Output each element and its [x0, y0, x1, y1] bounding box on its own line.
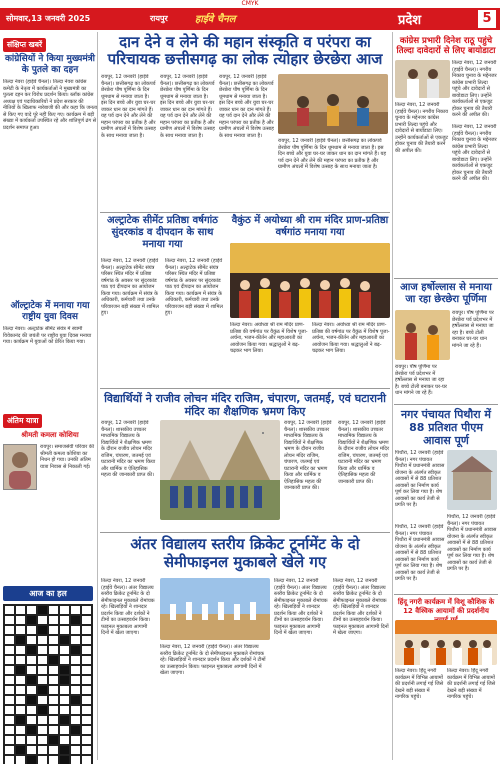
crossword-cell: [26, 685, 37, 695]
right-story3-photo: [447, 450, 497, 510]
story4-body-cont2: रायपुर, 12 जनवरी (हाईवे चैनल)। शासकीय उच्चतर माध्यमिक विद्यालय के विद्यार्थियों ने शैक्षणिक भ्रमण के दौरान राजीव लोचन मंदिर राजिम, चंपारण, जतमई एवं घटारानी मंदिर का भ्रमण किया और धार्मिक व ऐतिहासिक महत्व की जानकारी प्राप्त की।: [338, 420, 390, 485]
crossword-cell: [70, 645, 81, 655]
right-story3-title: नगर पंचायत पिथौरा में 88 प्रतिशत पीएम आवास पूर्ण: [401, 408, 491, 447]
crossword-cell: [70, 735, 81, 745]
section-rule: [100, 532, 390, 533]
crossword-cell: [48, 695, 59, 705]
crossword-grid-icon: [3, 604, 93, 764]
story3-title: वैकुंठ में अयोध्या श्री राम मंदिर प्राण-प्रतिष्ठा वर्षगांठ मनाया गया: [231, 215, 389, 238]
crossword-cell: [81, 665, 92, 675]
right-story1-body-cont2: तिल्दा नेवरा, 12 जनवरी (हाईवे चैनल)। नगरीय निकाय चुनाव के मद्देनजर कांग्रेस प्रभारी तिल्दा पहुंचे और दावेदारों से बायोडाटा लिए। उन्होंने कार्यकर्ताओं से एकजुट होकर चुनाव की तैयारी करने की अपील की।: [452, 124, 497, 182]
crossword-cell: [70, 655, 81, 665]
crossword-cell: [4, 755, 15, 764]
story4-title: विद्यार्थियों ने राजीव लोचन मंदिर राजिम, चंपारण, जतमई, एवं घटारानी मंदिर का शैक्षणिक भ्रमण किए: [104, 392, 386, 418]
crossword-cell: [48, 755, 59, 764]
column-divider: [97, 32, 98, 760]
crossword-cell: [59, 605, 70, 615]
crossword-cell: [26, 755, 37, 764]
crossword-cell: [15, 685, 26, 695]
crossword-cell: [48, 615, 59, 625]
crossword-cell: [59, 625, 70, 635]
lead-story-body: रायपुर, 12 जनवरी (हाईवे चैनल)। छत्तीसगढ़ का लोकपर्व छेरछेरा पौष पूर्णिमा के दिन धूमधाम से मनाया जाता है। इस दिन बच्चे और युवा घर-घर जाकर धान का दान मांगते हैं। यह पर्व दान देने और लेने की महान परंपरा का प्रतीक है और ग्रामीण अंचलों में विशेष उत्साह के साथ मनाया जाता है।: [101, 74, 156, 139]
crossword-cell: [4, 735, 15, 745]
crossword-cell: [70, 625, 81, 635]
story3-body: तिल्दा नेवरा। अयोध्या श्री राम मंदिर प्राण-प्रतिष्ठा की वर्षगांठ पर वैकुंठ में विशेष पूजा-अर्चना, भजन-कीर्तन और महाआरती का आयोजन किया गया। श्रद्धालुओं ने बढ़-चढ़कर भाग लिया।: [230, 322, 308, 354]
crossword-cell: [15, 665, 26, 675]
crossword-cell: [48, 665, 59, 675]
crossword-cell: [81, 745, 92, 755]
story2-title: अल्ट्राटेक सीमेंट प्रतिष्ठा वर्षगांठ सुंदरकांड व दीपदान के साथ मनाया गया: [107, 215, 218, 250]
crossword-cell: [15, 625, 26, 635]
memorial-name: श्रीमती कमला कोशिया: [21, 431, 79, 439]
lead-story-body-cont: रायपुर, 12 जनवरी (हाईवे चैनल)। छत्तीसगढ़ का लोकपर्व छेरछेरा पौष पूर्णिमा के दिन धूमधाम से मनाया जाता है। इस दिन बच्चे और युवा घर-घर जाकर धान का दान मांगते हैं। यह पर्व दान देने और लेने की महान परंपरा का प्रतीक है और ग्रामीण अंचलों में विशेष उत्साह के साथ मनाया जाता है।: [160, 74, 215, 139]
lead-story-body-cont2: रायपुर, 12 जनवरी (हाईवे चैनल)। छत्तीसगढ़ का लोकपर्व छेरछेरा पौष पूर्णिमा के दिन धूमधाम से मनाया जाता है। इस दिन बच्चे और युवा घर-घर जाकर धान का दान मांगते हैं। यह पर्व दान देने और लेने की महान परंपरा का प्रतीक है और ग्रामीण अंचलों में विशेष उत्साह के साथ मनाया जाता है।: [219, 74, 274, 139]
crossword-cell: [81, 605, 92, 615]
crossword-cell: [37, 705, 48, 715]
crossword-cell: [4, 675, 15, 685]
right-story4-body: तिल्दा नेवरा। हिंदू नगरी कार्यक्रम में विभिन्न आयामों की प्रदर्शनी लगाई गई जिसे देखने बड़ी संख्या में नागरिक पहुंचे।: [395, 668, 444, 700]
spacer: [262, 432, 264, 434]
brief1-body: तिल्दा नेवरा (हाईवे चैनल)। तिल्दा नेवरा कांग्रेस कमेटी के नेतृत्व में कार्यकर्ताओं ने मुख्यमंत्री का पुतला दहन कर विरोध प्रदर्शन किया। ब्लॉक कांग्रेस अध्यक्ष एवं पदाधिकारियों ने प्रदेश सरकार की नीतियों के खिलाफ नारेबाजी की और कहा कि जनता से किए गए वादे पूरे नहीं किए गए। कार्यक्रम में बड़ी संख्या में कार्यकर्ता उपस्थित रहे और शांतिपूर्ण ढंग से प्रदर्शन समाप्त हुआ।: [3, 79, 97, 131]
crossword-cell: [81, 685, 92, 695]
crossword-cell: [15, 615, 26, 625]
crossword-cell: [59, 755, 70, 764]
crossword-cell: [59, 725, 70, 735]
crossword-cell: [37, 655, 48, 665]
lead-story-body-cont3: रायपुर, 12 जनवरी (हाईवे चैनल)। छत्तीसगढ़ का लोकपर्व छेरछेरा पौष पूर्णिमा के दिन धूमधाम से मनाया जाता है। इस दिन बच्चे और युवा घर-घर जाकर धान का दान मांगते हैं। यह पर्व दान देने और लेने की महान परंपरा का प्रतीक है और ग्रामीण अंचलों में विशेष उत्साह के साथ मनाया जाता है।: [278, 138, 387, 170]
crossword-cell: [37, 735, 48, 745]
puzzle-label: आज का हल: [3, 586, 93, 601]
print-marks: CMYK: [241, 0, 259, 7]
story5-body-cont3: तिल्दा नेवरा, 12 जनवरी (हाईवे चैनल)। अंतर विद्यालय स्तरीय क्रिकेट टूर्नामेंट के दो सेमीफाइनल मुकाबले रोमांचक रहे। खिलाड़ियों ने शानदार प्रदर्शन किया और दर्शकों ने टीमों का उत्साहवर्धन किया। फाइनल मुकाबला आगामी दिनों में खेला जाएगा।: [333, 578, 389, 636]
crossword-cell: [81, 625, 92, 635]
crossword-cell: [4, 715, 15, 725]
right-story3-body-cont: पिथौरा, 12 जनवरी (हाईवे चैनल)। नगर पंचायत पिथौरा में प्रधानमंत्री आवास योजना के अंतर्गत स्वीकृत आवासों में से 88 प्रतिशत आवासों का निर्माण कार्य पूर्ण कर लिया गया है। शेष आवासों का कार्य तेजी से प्रगति पर है।: [395, 524, 445, 582]
crossword-cell: [26, 705, 37, 715]
crossword-cell: [15, 675, 26, 685]
right-story3-body-cont2: पिथौरा, 12 जनवरी (हाईवे चैनल)। नगर पंचायत पिथौरा में प्रधानमंत्री आवास योजना के अंतर्गत स्वीकृत आवासों में से 88 प्रतिशत आवासों का निर्माण कार्य पूर्ण कर लिया गया है। शेष आवासों का कार्य तेजी से प्रगति पर है।: [447, 514, 497, 572]
crossword-cell: [48, 635, 59, 645]
crossword-cell: [15, 645, 26, 655]
crossword-cell: [48, 715, 59, 725]
right-story2-body-cont: रायपुर। पौष पूर्णिमा पर छेरछेरा पर्व प्रदेशभर में हर्षोल्लास से मनाया जा रहा है। बच्चे टोली बनाकर घर-घर धान मांगने जा रहे हैं।: [395, 364, 447, 396]
crossword-cell: [48, 605, 59, 615]
crossword-cell: [4, 745, 15, 755]
section-rule: [394, 404, 498, 405]
crossword-cell: [48, 625, 59, 635]
crossword-cell: [81, 735, 92, 745]
right-story1-body: तिल्दा नेवरा, 12 जनवरी (हाईवे चैनल)। नगरीय निकाय चुनाव के मद्देनजर कांग्रेस प्रभारी तिल्दा पहुंचे और दावेदारों से बायोडाटा लिए। उन्होंने कार्यकर्ताओं से एकजुट होकर चुनाव की तैयारी करने की अपील की।: [452, 60, 497, 118]
brief1-title: कांग्रेसियों ने किया मुख्यमंत्री के पुतले का दहन: [4, 54, 96, 75]
crossword-cell: [48, 745, 59, 755]
crossword-cell: [15, 635, 26, 645]
crossword-cell: [59, 665, 70, 675]
crossword-cell: [48, 705, 59, 715]
crossword-cell: [15, 755, 26, 764]
crossword-cell: [4, 685, 15, 695]
brief2-body: तिल्दा नेवरा। अल्ट्राटेक सीमेंट संयंत्र में स्वामी विवेकानंद की जयंती पर राष्ट्रीय युवा दिवस मनाया गया। कार्यक्रम में युवाओं को प्रेरित किया गया।: [3, 326, 92, 345]
crossword-cell: [4, 695, 15, 705]
crossword-cell: [59, 675, 70, 685]
crossword-cell: [48, 735, 59, 745]
crossword-cell: [4, 635, 15, 645]
crossword-cell: [37, 675, 48, 685]
crossword-cell: [26, 715, 37, 725]
section-rule: [100, 388, 390, 389]
section-rule: [394, 278, 498, 279]
crossword-cell: [48, 675, 59, 685]
crossword-cell: [81, 715, 92, 725]
story3-body-cont: तिल्दा नेवरा। अयोध्या श्री राम मंदिर प्राण-प्रतिष्ठा की वर्षगांठ पर वैकुंठ में विशेष पूजा-अर्चना, भजन-कीर्तन और महाआरती का आयोजन किया गया। श्रद्धालुओं ने बढ़-चढ़कर भाग लिया।: [312, 322, 390, 354]
crossword-cell: [70, 635, 81, 645]
crossword-cell: [70, 695, 81, 705]
crossword-cell: [15, 745, 26, 755]
crossword-cell: [81, 615, 92, 625]
right-story3-body: पिथौरा, 12 जनवरी (हाईवे चैनल)। नगर पंचायत पिथौरा में प्रधानमंत्री आवास योजना के अंतर्गत स्वीकृत आवासों में से 88 प्रतिशत आवासों का निर्माण कार्य पूर्ण कर लिया गया है। शेष आवासों का कार्य तेजी से प्रगति पर है।: [395, 450, 445, 508]
story4-body: रायपुर, 12 जनवरी (हाईवे चैनल)। शासकीय उच्चतर माध्यमिक विद्यालय के विद्यार्थियों ने शैक्षणिक भ्रमण के दौरान राजीव लोचन मंदिर राजिम, चंपारण, जतमई एवं घटारानी मंदिर का भ्रमण किया और धार्मिक व ऐतिहासिक महत्व की जानकारी प्राप्त की।: [101, 420, 156, 478]
crossword-cell: [15, 655, 26, 665]
crossword-cell: [4, 605, 15, 615]
crossword-cell: [4, 625, 15, 635]
section-rule: [100, 212, 390, 213]
crossword-cell: [48, 725, 59, 735]
right-story2-body: रायपुर। पौष पूर्णिमा पर छेरछेरा पर्व प्रदेशभर में हर्षोल्लास से मनाया जा रहा है। बच्चे टोली बनाकर घर-घर धान मांगने जा रहे हैं।: [452, 310, 494, 349]
brief-news-label: संक्षिप्त खबरें: [3, 38, 46, 52]
crossword-cell: [59, 745, 70, 755]
crossword-cell: [26, 665, 37, 675]
crossword-cell: [70, 755, 81, 764]
crossword-cell: [70, 745, 81, 755]
crossword-cell: [70, 615, 81, 625]
issue-date: सोमवार,13 जनवरी 2025: [6, 14, 91, 23]
crossword-cell: [70, 675, 81, 685]
right-story2-title: आज हर्षोल्लास से मनाया जा रहा छेरछेरा पूर्णिमा: [400, 282, 492, 305]
crossword-cell: [26, 745, 37, 755]
crossword-cell: [81, 695, 92, 705]
crossword-cell: [15, 725, 26, 735]
edition-city: रायपुर: [150, 14, 168, 23]
crossword-cell: [81, 675, 92, 685]
right-story4-photo: [395, 620, 497, 665]
crossword-cell: [37, 695, 48, 705]
story5-body-cont2: तिल्दा नेवरा, 12 जनवरी (हाईवे चैनल)। अंतर विद्यालय स्तरीय क्रिकेट टूर्नामेंट के दो सेमीफाइनल मुकाबले रोमांचक रहे। खिलाड़ियों ने शानदार प्रदर्शन किया और दर्शकों ने टीमों का उत्साहवर्धन किया। फाइनल मुकाबला आगामी दिनों में खेला जाएगा।: [274, 578, 328, 636]
section-rule: [394, 594, 498, 595]
story5-body-cont: तिल्दा नेवरा, 12 जनवरी (हाईवे चैनल)। अंतर विद्यालय स्तरीय क्रिकेट टूर्नामेंट के दो सेमीफाइनल मुकाबले रोमांचक रहे। खिलाड़ियों ने शानदार प्रदर्शन किया और दर्शकों ने टीमों का उत्साहवर्धन किया। फाइनल मुकाबला आगामी दिनों में खेला जाएगा।: [160, 644, 266, 676]
crossword-cell: [81, 725, 92, 735]
crossword-cell: [37, 615, 48, 625]
crossword-cell: [26, 725, 37, 735]
right-story1-photo: [395, 60, 450, 98]
crossword-cell: [4, 705, 15, 715]
crossword-cell: [37, 755, 48, 764]
story3-photo: [230, 243, 390, 318]
crossword-cell: [48, 645, 59, 655]
crossword-cell: [37, 715, 48, 725]
column-divider: [392, 32, 393, 760]
story5-title: अंतर विद्यालय स्तरीय क्रिकेट टूर्नामेंट के दो सेमीफाइनल मुकाबले खेले गए: [130, 535, 360, 571]
story2-body: तिल्दा नेवरा, 12 जनवरी (हाईवे चैनल)। अल्ट्राटेक सीमेंट संयंत्र परिसर स्थित मंदिर में प्रतिष्ठा वर्षगांठ के अवसर पर सुंदरकांड पाठ एवं दीपदान का आयोजन किया गया। कार्यक्रम में संयंत्र के अधिकारी, कर्मचारी तथा उनके परिवारजन बड़ी संख्या में शामिल हुए।: [101, 258, 159, 316]
crossword-cell: [48, 685, 59, 695]
crossword-cell: [26, 735, 37, 745]
crossword-cell: [4, 725, 15, 735]
main-headline: दान देने व लेने की महान संस्कृति व परंपरा का परिचायक छत्तीसगढ़ का लोक त्योहार छेरछेरा आज: [107, 33, 383, 68]
crossword-cell: [4, 665, 15, 675]
crossword-cell: [81, 645, 92, 655]
crossword-cell: [15, 695, 26, 705]
right-story1-title: कांग्रेस प्रभारी दिनेश राठू पहुंचे तिल्दा दावेदारों से लिए बायोडाटा: [396, 36, 496, 56]
crossword-cell: [59, 685, 70, 695]
memorial-portrait: [3, 444, 37, 490]
crossword-cell: [37, 605, 48, 615]
crossword-cell: [15, 605, 26, 615]
crossword-cell: [26, 605, 37, 615]
crossword-cell: [59, 715, 70, 725]
crossword-cell: [37, 725, 48, 735]
memorial-body: रायपुर। समाजसेवी परिवार की श्रीमती कमला कोशिया का निधन हो गया। उनकी अंतिम यात्रा निवास से निकाली गई।: [40, 444, 95, 470]
crossword-cell: [37, 625, 48, 635]
crossword-cell: [26, 695, 37, 705]
crossword-cell: [70, 685, 81, 695]
crossword-cell: [70, 605, 81, 615]
crossword-cell: [4, 645, 15, 655]
crossword-cell: [59, 705, 70, 715]
crossword-cell: [15, 705, 26, 715]
story4-photo: [160, 420, 280, 520]
crossword-cell: [59, 635, 70, 645]
right-story1-body-cont: तिल्दा नेवरा, 12 जनवरी (हाईवे चैनल)। नगरीय निकाय चुनाव के मद्देनजर कांग्रेस प्रभारी तिल्दा पहुंचे और दावेदारों से बायोडाटा लिए। उन्होंने कार्यकर्ताओं से एकजुट होकर चुनाव की तैयारी करने की अपील की।: [395, 102, 449, 154]
crossword-cell: [81, 755, 92, 764]
crossword-cell: [26, 675, 37, 685]
masthead: [0, 8, 500, 30]
crossword-cell: [26, 615, 37, 625]
crossword-cell: [59, 695, 70, 705]
crossword-cell: [70, 705, 81, 715]
crossword-cell: [26, 645, 37, 655]
right-story4-body-cont: तिल्दा नेवरा। हिंदू नगरी कार्यक्रम में विभिन्न आयामों की प्रदर्शनी लगाई गई जिसे देखने बड़ी संख्या में नागरिक पहुंचे।: [447, 668, 496, 700]
crossword-cell: [37, 645, 48, 655]
crossword-cell: [81, 705, 92, 715]
newspaper-brand: हाईवे चैनल: [195, 14, 236, 25]
crossword-cell: [59, 645, 70, 655]
crossword-cell: [26, 625, 37, 635]
crossword-cell: [37, 685, 48, 695]
right-story4-title: हिंदू नगरी कार्यक्रम में विशू कौशिक के 12 वैश्विक आयामों की प्रदर्शनीय: [397, 598, 495, 615]
crossword-cell: [59, 735, 70, 745]
crossword-cell: [37, 635, 48, 645]
crossword-cell: [81, 655, 92, 665]
crossword-cell: [70, 715, 81, 725]
crossword-cell: [4, 615, 15, 625]
crossword-cell: [37, 745, 48, 755]
story5-body: तिल्दा नेवरा, 12 जनवरी (हाईवे चैनल)। अंतर विद्यालय स्तरीय क्रिकेट टूर्नामेंट के दो सेमीफाइनल मुकाबले रोमांचक रहे। खिलाड़ियों ने शानदार प्रदर्शन किया और दर्शकों ने टीमों का उत्साहवर्धन किया। फाइनल मुकाबला आगामी दिनों में खेला जाएगा।: [101, 578, 155, 636]
crossword-cell: [48, 655, 59, 665]
crossword-cell: [37, 665, 48, 675]
story4-body-cont: रायपुर, 12 जनवरी (हाईवे चैनल)। शासकीय उच्चतर माध्यमिक विद्यालय के विद्यार्थियों ने शैक्षणिक भ्रमण के दौरान राजीव लोचन मंदिर राजिम, चंपारण, जतमई एवं घटारानी मंदिर का भ्रमण किया और धार्मिक व ऐतिहासिक महत्व की जानकारी प्राप्त की।: [284, 420, 332, 491]
crossword-cell: [70, 665, 81, 675]
crossword-cell: [4, 655, 15, 665]
lead-story-photo: [278, 74, 388, 134]
crossword-cell: [15, 715, 26, 725]
right-story2-photo: [395, 310, 450, 360]
crossword-cell: [70, 725, 81, 735]
crossword-cell: [59, 615, 70, 625]
page-number: 5: [478, 10, 496, 28]
crossword-puzzle: [3, 586, 93, 764]
crossword-cell: [15, 735, 26, 745]
crossword-cell: [26, 635, 37, 645]
crossword-cell: [81, 635, 92, 645]
brief2-title: ऑल्ट्राटेक में मनाया गया राष्ट्रीय युवा दिवस: [10, 301, 90, 322]
section-name: प्रदेश: [398, 13, 422, 28]
story2-body-cont: तिल्दा नेवरा, 12 जनवरी (हाईवे चैनल)। अल्ट्राटेक सीमेंट संयंत्र परिसर स्थित मंदिर में प्रतिष्ठा वर्षगांठ के अवसर पर सुंदरकांड पाठ एवं दीपदान का आयोजन किया गया। कार्यक्रम में संयंत्र के अधिकारी, कर्मचारी तथा उनके परिवारजन बड़ी संख्या में शामिल हुए।: [165, 258, 223, 316]
crossword-cell: [26, 655, 37, 665]
story5-photo: [160, 578, 270, 640]
memorial-label: अंतिम यात्रा: [3, 414, 42, 428]
crossword-cell: [59, 655, 70, 665]
